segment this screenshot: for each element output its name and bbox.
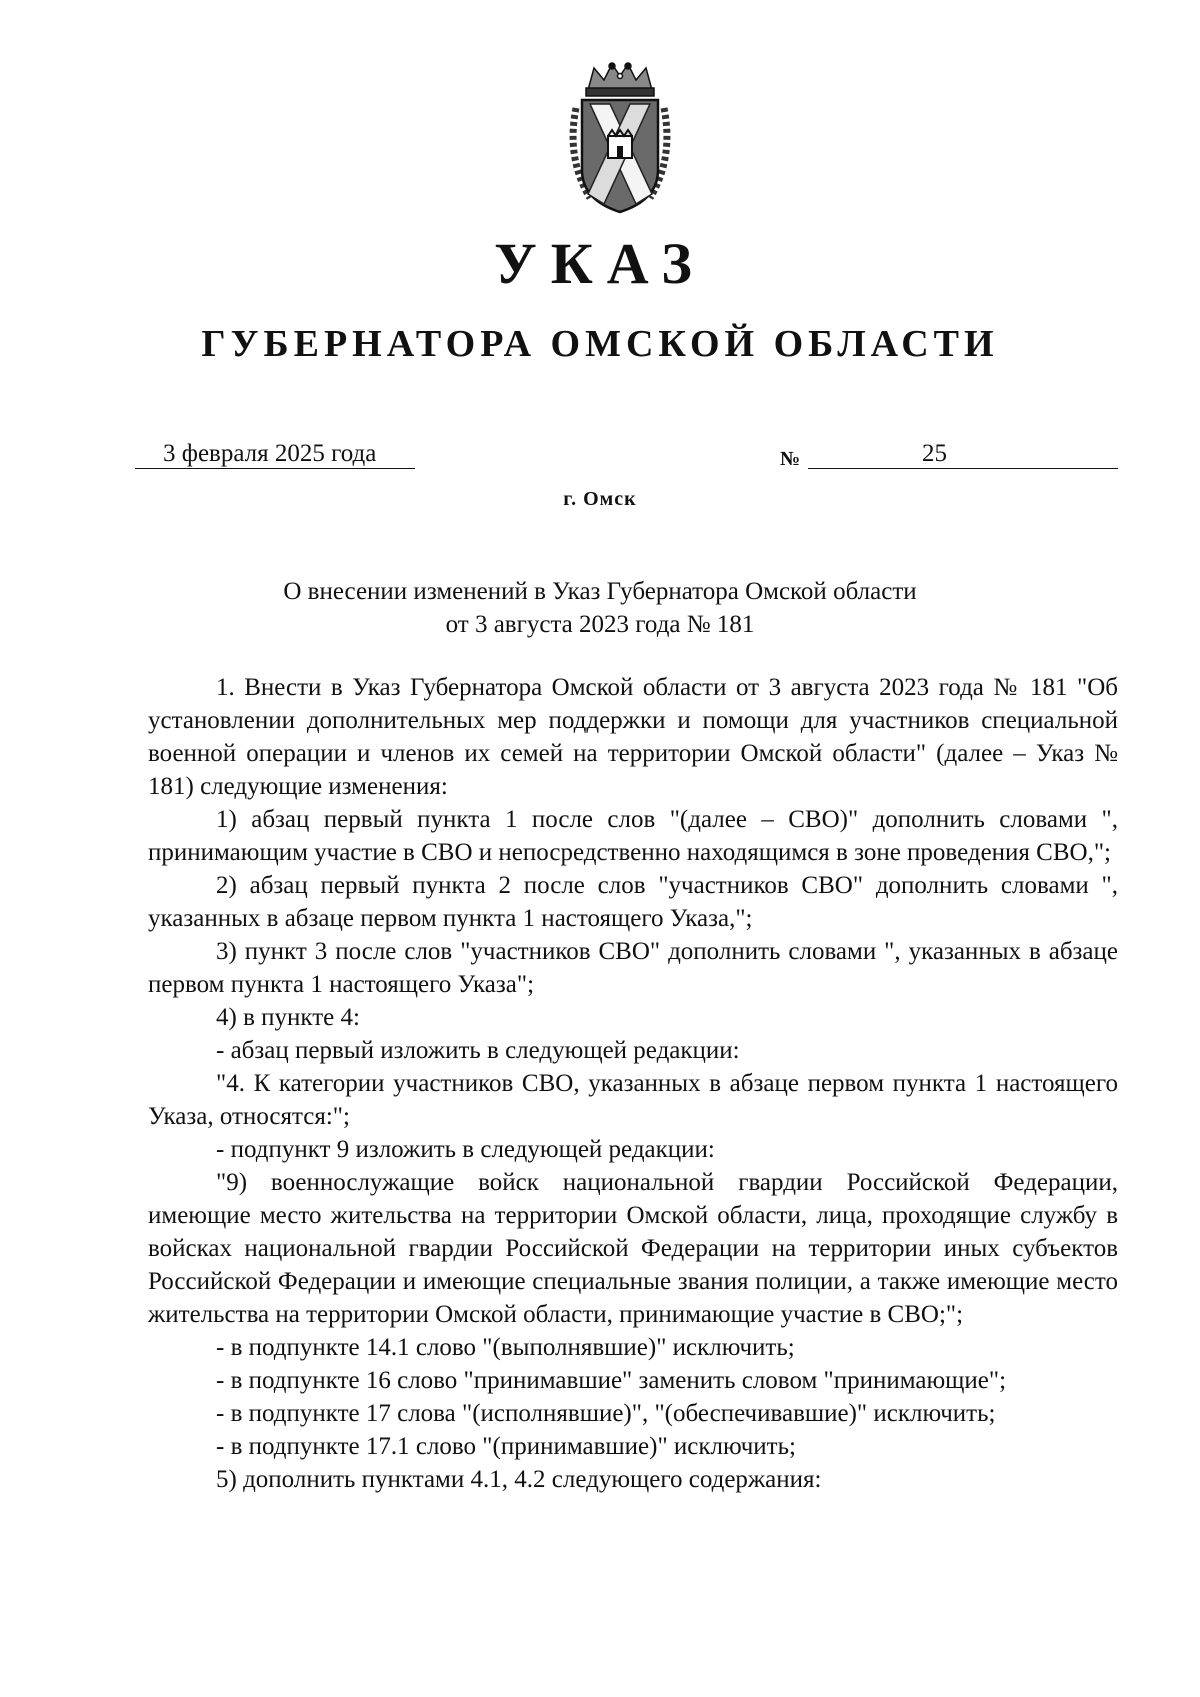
paragraph: 2) абзац первый пункта 2 после слов "участников СВО" дополнить словами ", указанных в абзаце первом пункта 1 настоящего Указа,"; xyxy=(148,872,1118,932)
decree-heading xyxy=(0,575,1200,641)
document-subtitle: ГУБЕРНАТОРА ОМСКОЙ ОБЛАСТИ xyxy=(201,323,999,365)
paragraph: 5) дополнить пунктами 4.1, 4.2 следующего содержания: xyxy=(216,1466,822,1493)
paragraph: - подпункт 9 изложить в следующей редакции: xyxy=(216,1136,715,1163)
number-sign: № xyxy=(780,448,801,470)
decree-date: 3 февраля 2025 года xyxy=(163,440,377,467)
heading-line-1: О внесении изменений в Указ Губернатора Омской области xyxy=(283,578,917,605)
paragraph: - в подпункте 16 слово "принимавшие" заменить словом "принимающие"; xyxy=(216,1367,1007,1394)
number-underline xyxy=(808,440,1118,469)
decree-city: г. Омск xyxy=(563,488,637,510)
heading-line-2: от 3 августа 2023 года № 181 xyxy=(445,611,755,638)
paragraph: - в подпункте 17.1 слово "(принимавшие)" исключить; xyxy=(216,1433,796,1460)
paragraph: 1. Внести в Указ Губернатора Омской области от 3 августа 2023 года № 181 "Об установлении дополнительных мер поддержки и помощи для участников специальной военной операции и членов их семей на территории Омской области" (далее – Указ № 181) следующие изменения: xyxy=(148,674,1118,800)
decree-number: 25 xyxy=(922,440,947,467)
paragraph: - абзац первый изложить в следующей редакции: xyxy=(216,1037,740,1064)
paragraph: 1) абзац первый пункта 1 после слов "(далее – СВО)" дополнить словами ", принимающим участие в СВО и непосредственно находящимся в зоне проведения СВО,"; xyxy=(148,806,1118,866)
paragraph: "4. К категории участников СВО, указанных в абзаце первом пункта 1 настоящего Указа, относятся:"; xyxy=(148,1070,1118,1130)
decree-body xyxy=(148,671,1118,1496)
document-title: УКАЗ xyxy=(494,231,706,296)
paragraph: - в подпункте 14.1 слово "(выполнявшие)" исключить; xyxy=(216,1334,795,1361)
paragraph: 4) в пункте 4: xyxy=(216,1004,360,1031)
paragraph: 3) пункт 3 после слов "участников СВО" дополнить словами ", указанных в абзаце первом пункта 1 настоящего Указа"; xyxy=(148,938,1118,998)
omsk-coat-of-arms-icon xyxy=(560,58,680,218)
paragraph: - в подпункте 17 слова "(исполнявшие)", "(обеспечивавшие)" исключить; xyxy=(216,1400,996,1427)
paragraph: "9) военнослужащие войск национальной гвардии Российской Федерации, имеющие место жительства на территории Омской области, лица, проходящие службу в войсках национальной гвардии Российской Федерации на территории иных субъектов Российской Федерации и имеющие специальные звания полиции, а также имеющие место жительства на территории Омской области, принимающие участие в СВО;"; xyxy=(148,1169,1118,1328)
